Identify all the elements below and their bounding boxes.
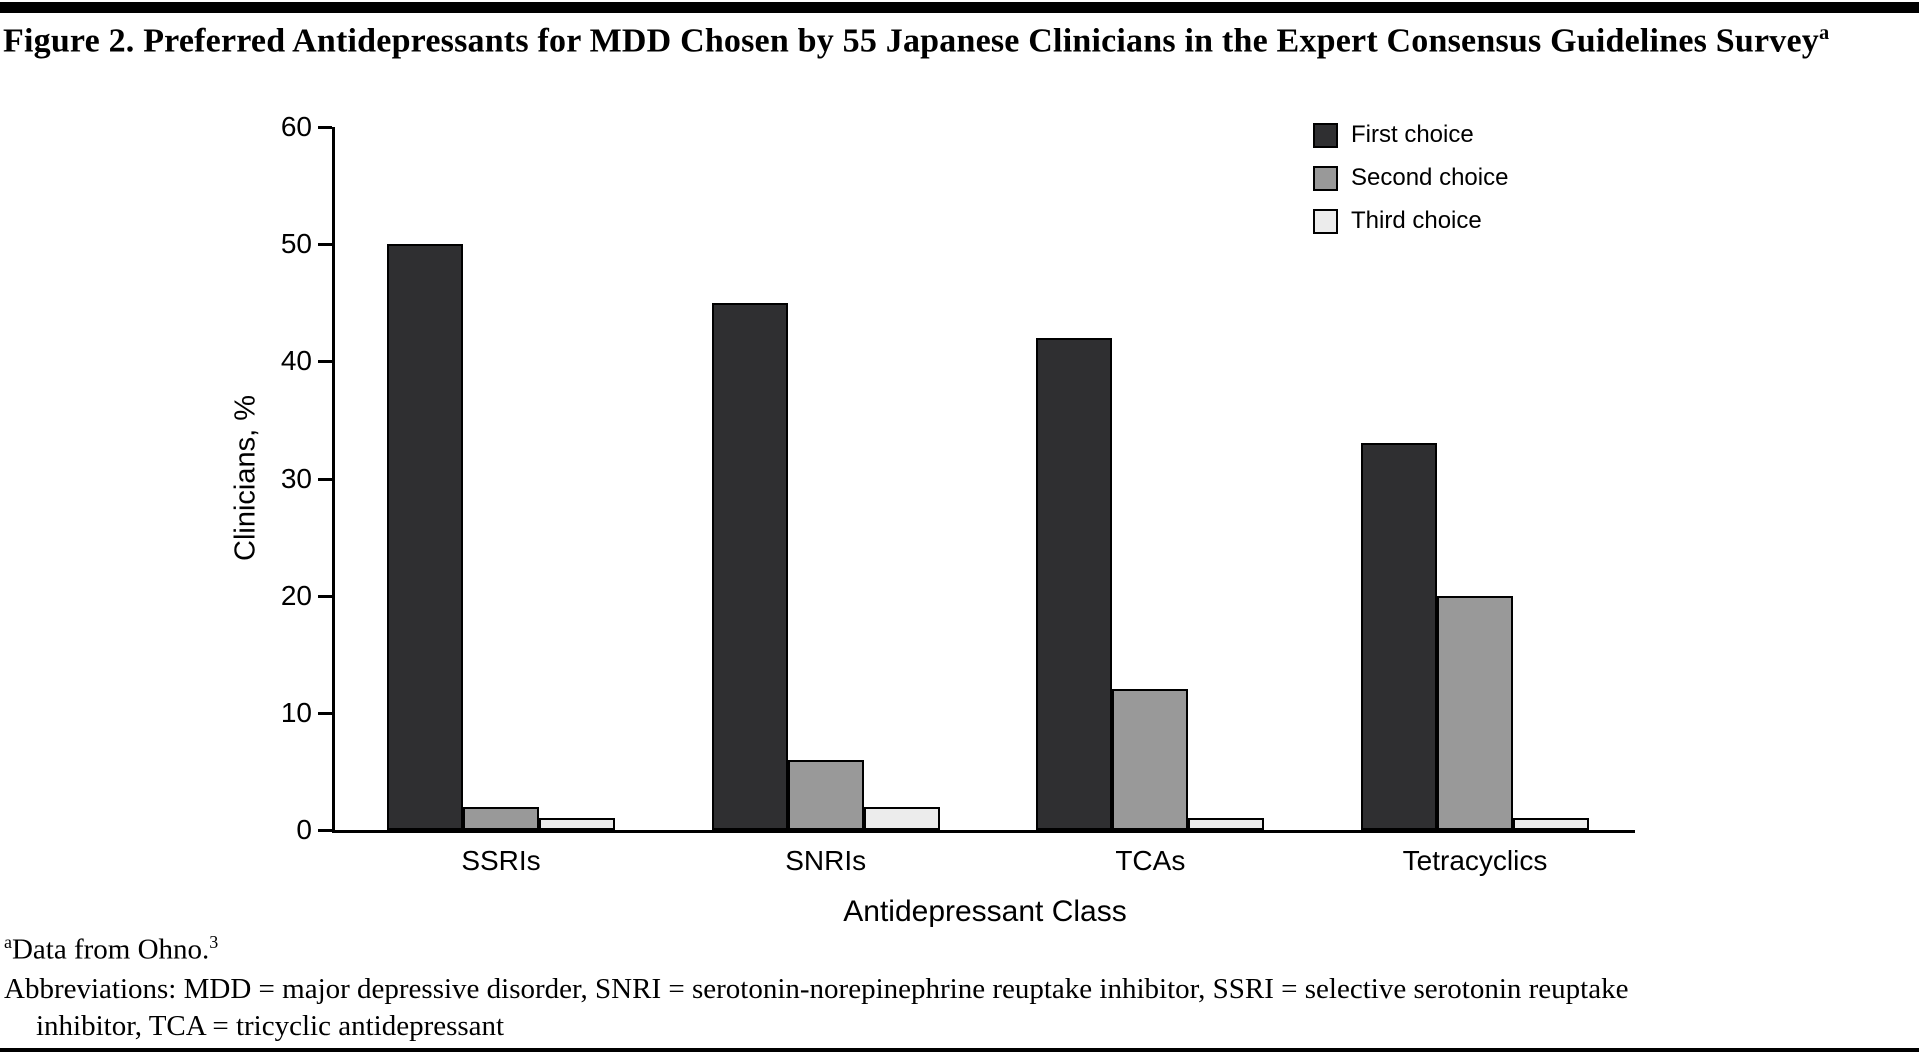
bar-first-choice-tcas xyxy=(1036,338,1112,830)
bar-first-choice-ssris xyxy=(387,244,463,830)
y-tick-mark-40 xyxy=(318,360,332,363)
y-tick-mark-30 xyxy=(318,478,332,481)
footnote-source-text: Data from Ohno. xyxy=(11,933,210,966)
y-tick-mark-0 xyxy=(318,829,332,832)
legend-label-third-choice: Third choice xyxy=(1351,207,1482,234)
figure-title-superscript: a xyxy=(1818,22,1830,44)
y-axis-title: Clinicians, % xyxy=(229,395,262,561)
y-tick-label-10: 10 xyxy=(280,696,312,728)
y-tick-label-40: 40 xyxy=(280,345,312,377)
x-category-label-tcas: TCAs xyxy=(1115,845,1186,876)
bar-first-choice-snris xyxy=(712,303,788,830)
bar-third-choice-ssris xyxy=(539,818,615,830)
legend-swatch-second-choice xyxy=(1313,166,1338,191)
footnote-data-source xyxy=(4,932,218,967)
bar-third-choice-tcas xyxy=(1188,818,1264,830)
y-tick-label-20: 20 xyxy=(280,579,312,611)
bar-second-choice-ssris xyxy=(463,807,539,830)
bar-second-choice-tetracyclics xyxy=(1437,596,1513,830)
x-category-label-tetracyclics: Tetracyclics xyxy=(1402,845,1548,876)
legend-swatch-first-choice xyxy=(1313,123,1338,148)
legend-swatch-third-choice xyxy=(1313,209,1338,234)
x-category-label-snris: SNRIs xyxy=(785,845,867,876)
y-tick-mark-60 xyxy=(318,126,332,129)
y-tick-label-50: 50 xyxy=(280,228,312,260)
bar-second-choice-snris xyxy=(788,760,864,830)
bar-first-choice-tetracyclics xyxy=(1361,443,1437,830)
bar-third-choice-tetracyclics xyxy=(1513,818,1589,830)
legend-row-second-choice xyxy=(1313,165,1508,191)
legend-label-second-choice: Second choice xyxy=(1351,164,1509,191)
y-tick-label-0: 0 xyxy=(296,814,312,845)
footnote-abbreviations-line2: inhibitor, TCA = tricyclic antidepressant xyxy=(36,1010,505,1042)
footnote-abbreviations-line1: Abbreviations: MDD = major depressive disorder, SNRI = serotonin-norepinephrine reuptake inhibitor, SSRI = selective serotonin reuptake xyxy=(4,973,1629,1005)
figure-title xyxy=(3,22,1917,60)
x-axis-title: Antidepressant Class xyxy=(843,895,1127,928)
top-divider-rule xyxy=(0,2,1919,13)
figure-title-text: Figure 2. Preferred Antidepressants for MDD Chosen by 55 Japanese Clinicians in the Expert Consensus Guidelines Survey xyxy=(3,22,1819,60)
bar-third-choice-snris xyxy=(864,807,940,830)
footnote-reference-number: 3 xyxy=(209,932,219,952)
chart-legend xyxy=(1313,122,1508,234)
y-tick-mark-10 xyxy=(318,712,332,715)
legend-row-third-choice xyxy=(1313,208,1508,234)
footnote-superscript-a: a xyxy=(4,932,12,952)
y-tick-mark-20 xyxy=(318,595,332,598)
legend-label-first-choice: First choice xyxy=(1351,121,1474,148)
bottom-divider-rule xyxy=(0,1048,1919,1052)
y-tick-label-30: 30 xyxy=(280,462,312,494)
bar-second-choice-tcas xyxy=(1112,689,1188,830)
y-tick-mark-50 xyxy=(318,243,332,246)
y-tick-label-60: 60 xyxy=(280,111,312,142)
legend-row-first-choice xyxy=(1313,122,1508,148)
x-category-label-ssris: SSRIs xyxy=(461,845,541,876)
